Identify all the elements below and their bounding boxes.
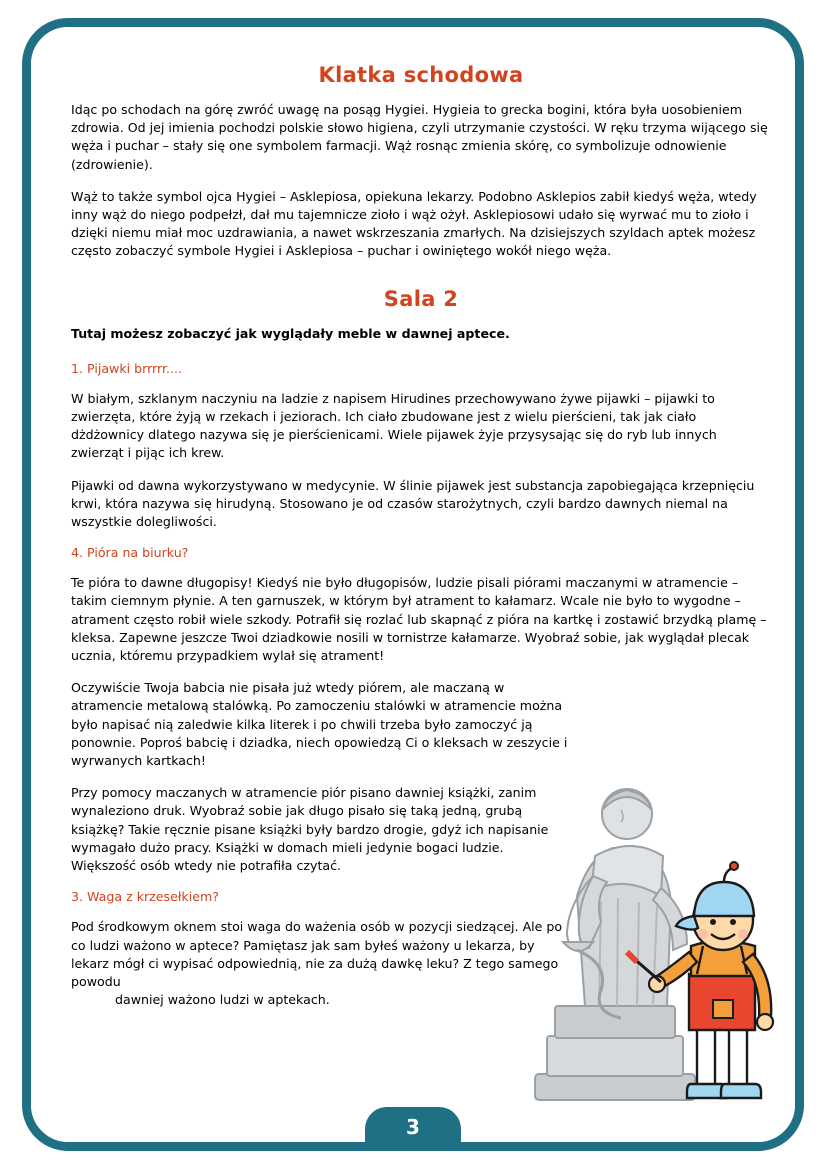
paragraph-hygieia-2: Wąż to także symbol ojca Hygiei – Asklepiosa, opiekuna lekarzy. Podobno Asklepios zabił kiedyś węża, wtedy inny wąż do niego podpełzł, dał mu tajemnicze zioło i wąż ożył. Asklepiosowi udało się wyrwać mu to zioło i dzięki niemu miał moc uzdrawiania, a nawet wskrzeszania zmarłych. Na dzisiejszych szyldach aptek możesz często zobaczyć symbole Hygiei i Asklepiosa – puchar i owiniętego wokół niego węża.: [71, 188, 757, 259]
subheading-waga: 3. Waga z krzesełkiem?: [71, 889, 219, 905]
paragraph-piora-2: Oczywiście Twoja babcia nie pisała już wtedy piórem, ale maczaną w atramencie metalową stalówką. Po zamoczeniu stalówki w atramencie można było napisać nią zaledwie kilka literek i po chwili trzeba było zamoczyć ją ponownie. Poproś babcię i dziadka, niech opowiedzą Ci o kleksach w zeszycie i wyrwanych kartkach!: [71, 680, 568, 769]
page-frame: [22, 18, 804, 1151]
subheading-piora: 4. Pióra na biurku?: [71, 545, 189, 561]
paragraph-pijawki-1: W białym, szklanym naczyniu na ladzie z napisem Hirudines przechowywano żywe pijawki – pijawki to zwierzęta, które żyją w rzekach i jeziorach. Ich ciało zbudowane jest z wielu pierścieni, tak jak ciało dżdżownicy dlatego nazywa się je pierścienicami. Wiele pijawek żyje przysysając się do ryb lub innych zwierząt i pijąc ich krew.: [71, 390, 717, 461]
paragraph-waga-1-text: Pod środkowym oknem stoi waga do ważenia osób w pozycji siedzącej. Ale po co ludzi ważono w aptece? Pamiętasz jak sam byłeś ważony u lekarza, by lekarz mógł ci wypisać odpowiednią, nie za dużą dawkę leku? Z tego samego powodu: [71, 919, 563, 989]
sala-2-lead: Tutaj możesz zobaczyć jak wyglądały meble w dawnej aptece.: [71, 325, 510, 341]
paragraph-waga-1: [71, 918, 571, 1009]
subheading-pijawki: 1. Pijawki brrrrr....: [71, 360, 182, 376]
page-title: Klatka schodowa: [318, 63, 524, 87]
paragraph-hygieia-1: Idąc po schodach na górę zwróć uwagę na posąg Hygiei. Hygieia to grecka bogini, która była uosobieniem zdrowia. Od jej imienia pochodzi polskie słowo higiena, czyli utrzymanie czystości. W ręku trzyma wijącego się węża i puchar – stały się one symbolem farmacji. Wąż rosnąc zmienia skórę, co symbolizuje odnowienie (zdrowienie).: [71, 102, 768, 172]
section-title-sala-2: Sala 2: [383, 286, 459, 311]
page-content: [71, 63, 771, 1123]
paragraph-waga-1-tail: dawniej ważono ludzi w aptekach.: [115, 992, 330, 1008]
paragraph-piora-1: Te pióra to dawne długopisy! Kiedyś nie było długopisów, ludzie pisali piórami maczanymi w atramencie – takim ciemnym płynie. A ten garnuszek, w którym był atrament to kałamarz. Wcale nie było to wygodne – atrament często robił wiele szkody. Potrafił się rozlać lub skapnąć z pióra na kartkę i zostawić brzydką plamę – kleksa. Zapewne jeszcze Twoi dziadkowie nosili w tornistrze kałamarze. Wyobraź sobie, jak wyglądał plecak ucznia, któremu przypadkiem wylał się atrament!: [71, 575, 767, 664]
paragraph-pijawki-2: Pijawki od dawna wykorzystywano w medycynie. W ślinie pijawek jest substancja zapobiegająca krzepnięciu krwi, która nazywa się hirudyną. Stosowano je od czasów starożytnych, czyli bardzo dawnych niemal na wszystkie dolegliwości.: [71, 477, 755, 530]
paragraph-piora-3: Przy pomocy maczanych w atramencie piór pisano dawniej książki, zanim wynaleziono druk. Wyobraź sobie jak długo pisało się taką jedną, grubą książkę? Takie ręcznie pisane książki były bardzo drogie, gdyż ich napisanie wymagało dużo pracy. Książki w domach mieli jedynie bogaci ludzie. Większość osób wtedy nie potrafiła czytać.: [71, 785, 549, 874]
page-number-badge: 3: [365, 1107, 461, 1151]
